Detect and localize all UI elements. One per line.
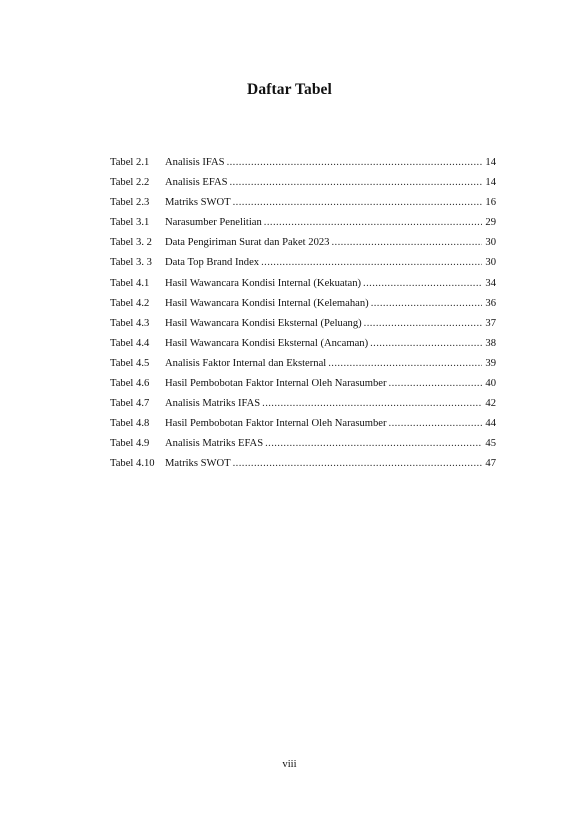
toc-entry-label: Tabel 4.2 — [110, 297, 150, 309]
toc-dot-leader — [233, 454, 483, 474]
toc-entry-title: Hasil Wawancara Kondisi Internal (Kekuatan) — [165, 277, 362, 289]
toc-entry-label: Tabel 4.7 — [110, 398, 150, 410]
toc-entry-title: Hasil Pembobotan Faktor Internal Oleh Narasumber — [165, 418, 387, 430]
toc-entry-page: 16 — [485, 197, 496, 209]
toc-entry-page: 29 — [485, 217, 496, 229]
toc-entry-title: Hasil Wawancara Kondisi Eksternal (Peluang) — [165, 317, 362, 329]
toc-entry-page: 14 — [485, 157, 496, 168]
toc-entry-title: Matriks SWOT — [165, 458, 231, 470]
page-number: viii — [282, 759, 297, 770]
toc-entry-page: 44 — [485, 418, 496, 430]
toc-entry-label: Tabel 3. 3 — [110, 257, 152, 269]
toc-entry[interactable] — [110, 173, 496, 193]
toc-entry-label: Tabel 4.4 — [110, 337, 150, 349]
toc-dot-leader — [261, 253, 482, 273]
toc-entry-page: 30 — [485, 257, 496, 269]
toc-entry[interactable] — [110, 193, 496, 213]
toc-entry-title: Analisis Faktor Internal dan Eksternal — [165, 357, 327, 369]
toc-dot-leader — [264, 213, 483, 233]
toc-dot-leader — [389, 414, 483, 434]
toc-entry-label: Tabel 2.3 — [110, 197, 150, 209]
toc-entry[interactable] — [110, 414, 496, 434]
page-title: Daftar Tabel — [247, 81, 332, 98]
toc-entry[interactable] — [110, 454, 496, 474]
toc-entry-title: Data Top Brand Index — [165, 257, 260, 269]
toc-entry-title: Analisis Matriks IFAS — [165, 398, 261, 410]
toc-dot-leader — [363, 274, 482, 294]
toc-entry-label: Tabel 4.8 — [110, 418, 150, 430]
toc-entry-title: Analisis EFAS — [165, 177, 228, 189]
toc-entry[interactable] — [110, 374, 496, 394]
toc-dot-leader — [233, 193, 483, 213]
toc-entry[interactable] — [110, 253, 496, 273]
toc-entry-title: Hasil Wawancara Kondisi Internal (Kelemahan) — [165, 297, 369, 309]
toc-entry-page: 37 — [485, 317, 496, 329]
toc-entry-label: Tabel 2.1 — [110, 157, 150, 168]
toc-entry-page: 40 — [485, 378, 496, 390]
toc-entry[interactable] — [110, 314, 496, 334]
toc-entry-page: 38 — [485, 337, 496, 349]
toc-dot-leader — [364, 314, 483, 334]
toc-entry-page: 36 — [485, 297, 496, 309]
toc-dot-leader — [230, 173, 483, 193]
toc-entry-label: Tabel 4.6 — [110, 378, 150, 390]
toc-entry-page: 14 — [485, 177, 496, 189]
toc-entry[interactable] — [110, 434, 496, 454]
toc-entry[interactable] — [110, 354, 496, 374]
toc-entry-label: Tabel 3.1 — [110, 217, 150, 229]
toc-entry[interactable] — [110, 334, 496, 354]
toc-entry-title: Narasumber Penelitian — [165, 217, 262, 229]
toc-entry-page: 34 — [485, 277, 496, 289]
toc-entry[interactable] — [110, 274, 496, 294]
toc-entry[interactable] — [110, 213, 496, 233]
toc-entry-page: 30 — [485, 237, 496, 249]
toc-entry-label: Tabel 4.9 — [110, 438, 150, 450]
toc-entry[interactable] — [110, 153, 496, 173]
toc-dot-leader — [328, 354, 482, 374]
table-of-tables — [110, 153, 496, 475]
toc-dot-leader — [389, 374, 483, 394]
toc-dot-leader — [331, 233, 482, 253]
toc-dot-leader — [265, 434, 482, 454]
toc-entry-label: Tabel 4.10 — [110, 458, 155, 470]
toc-entry-label: Tabel 3. 2 — [110, 237, 152, 249]
toc-entry[interactable] — [110, 394, 496, 414]
toc-dot-leader — [370, 334, 482, 354]
toc-entry-title: Matriks SWOT — [165, 197, 231, 209]
toc-entry-page: 42 — [485, 398, 496, 410]
toc-entry-title: Analisis IFAS — [165, 157, 225, 168]
toc-entry[interactable] — [110, 233, 496, 253]
toc-entry-page: 45 — [485, 438, 496, 450]
toc-dot-leader — [262, 394, 482, 414]
toc-entry-title: Hasil Pembobotan Faktor Internal Oleh Narasumber — [165, 378, 387, 390]
toc-entry-title: Analisis Matriks EFAS — [165, 438, 264, 450]
toc-entry-label: Tabel 2.2 — [110, 177, 150, 189]
toc-dot-leader — [371, 294, 483, 314]
toc-entry-title: Hasil Wawancara Kondisi Eksternal (Ancaman) — [165, 337, 369, 349]
toc-entry-label: Tabel 4.1 — [110, 277, 150, 289]
toc-entry[interactable] — [110, 294, 496, 314]
toc-entry-page: 39 — [485, 357, 496, 369]
toc-entry-label: Tabel 4.3 — [110, 317, 150, 329]
toc-entry-page: 47 — [485, 458, 496, 470]
toc-entry-title: Data Pengiriman Surat dan Paket 2023 — [165, 237, 330, 249]
toc-dot-leader — [227, 153, 483, 173]
toc-entry-label: Tabel 4.5 — [110, 357, 150, 369]
